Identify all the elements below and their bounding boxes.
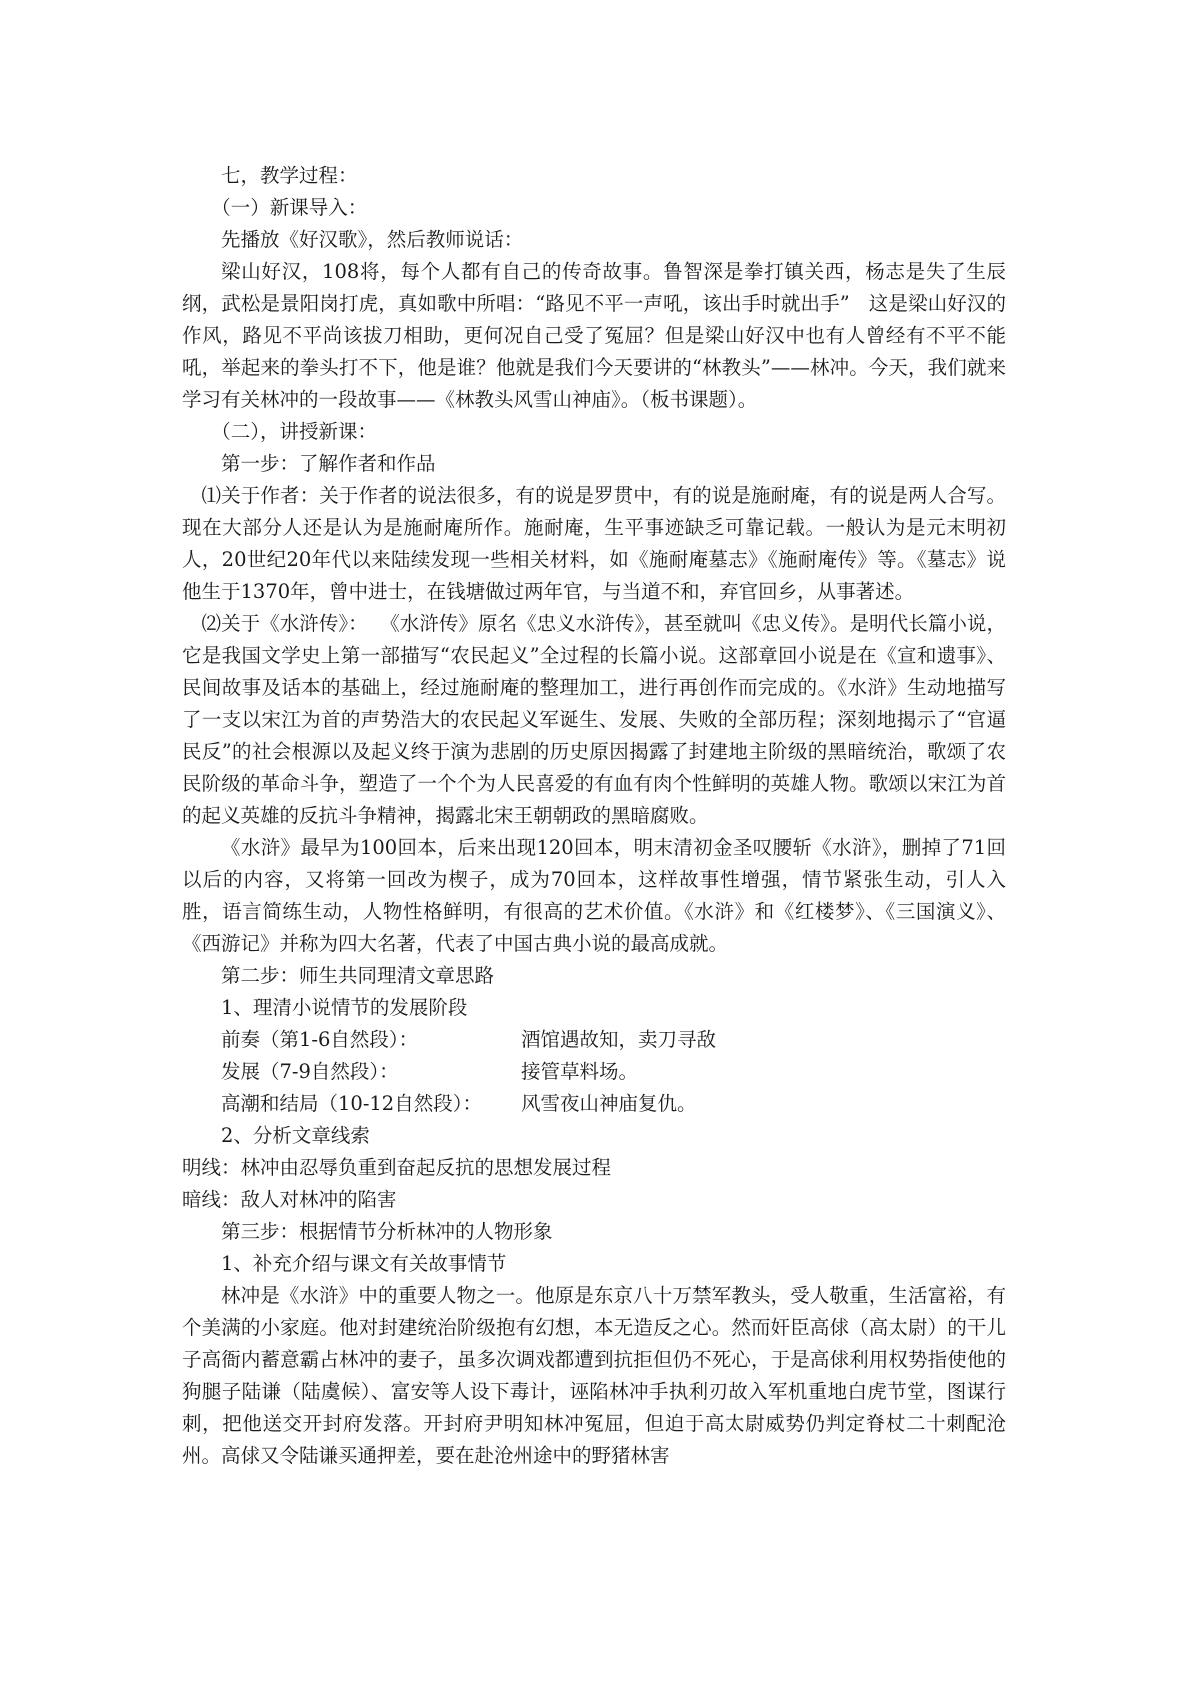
sub3-heading: 1、补充介绍与课文有关故事情节 [221,1252,507,1275]
plot-stage-detail: 酒馆遇故知，卖刀寻敌 [521,1028,717,1051]
step1-heading: 第一步：了解作者和作品 [221,452,436,475]
part1-heading: （一）新课导入： [211,196,368,219]
sub2-heading: 2、分析文章线索 [221,1124,370,1147]
intro-line: 先播放《好汉歌》，然后教师说话： [221,228,524,251]
part2-heading: （二），讲授新课： [211,420,378,443]
plot-stage-name: 前奏（第1-6自然段）： [221,1028,419,1051]
document-body [182,160,1006,1472]
clue-dark-line: 暗线：敌人对林冲的陷害 [182,1188,397,1211]
plot-stage-name: 高潮和结局（10-12自然段）： [221,1092,482,1115]
story-paragraph: 林冲是《水浒》中的重要人物之一。他原是东京八十万禁军教头，受人敬重，生活富裕，有个美满的小家庭。他对封建统治阶级抱有幻想，本无造反之心。然而奸臣高俅（高太尉）的干儿子高衙内蓄意霸占林冲的妻子，虽多次调戏都遭到抗拒但仍不死心，于是高俅利用权势指使他的狗腿子陆谦（陆虞候）、富安等人设下毒计，诬陷林冲手执利刃故入军机重地白虎节堂，图谋行刺，把他送交开封府发落。开封府尹明知林冲冤屈，但迫于高太尉威势仍判定脊杖二十刺配沧州。高俅又令陆谦买通押差，要在赴沧州途中的野猪林害 [182,1284,1006,1467]
plot-stage-row [182,1056,1006,1088]
plot-stage-name: 发展（7-9自然段）： [221,1060,399,1083]
sub1-heading: 1、理清小说情节的发展阶段 [221,996,468,1019]
section-heading: 七，教学过程： [221,164,358,187]
plot-stage-detail: 接管草料场。 [521,1060,639,1083]
plot-stage-row [182,1024,1006,1056]
step3-heading: 第三步：根据情节分析林冲的人物形象 [221,1220,553,1243]
step2-heading: 第二步：师生共同理清文章思路 [221,964,495,987]
clue-bright-line: 明线：林冲由忍辱负重到奋起反抗的思想发展过程 [182,1156,612,1179]
plot-stage-detail: 风雪夜山神庙复仇。 [521,1092,697,1115]
author-paragraph: ⑴关于作者：关于作者的说法很多，有的说是罗贯中，有的说是施耐庵，有的说是两人合写。现在大部分人还是认为是施耐庵所作。施耐庵，生平事迹缺乏可靠记载。一般认为是元末明初人，20世纪20年代以来陆续发现一些相关材料，如《施耐庵墓志》《施耐庵传》等。《墓志》说他生于1370年，曾中进士，在钱塘做过两年官，与当道不和，弃官回乡，从事著述。 [182,484,1006,603]
plot-stage-row [182,1088,1006,1120]
intro-paragraph: 梁山好汉，108将，每个人都有自己的传奇故事。鲁智深是拳打镇关西，杨志是失了生辰纲，武松是景阳岗打虎，真如歌中所唱：“路见不平一声吼，该出手时就出手” 这是梁山好汉的作风，路见不平尚该拔刀相助，更何况自己受了冤屈？但是梁山好汉中也有人曾经有不平不能吼，举起来的拳头打不下，他是谁？他就是我们今天要讲的“林教头”——林冲。今天，我们就来学习有关林冲的一段故事——《林教头风雪山神庙》。（板书课题）。 [182,260,1006,411]
work-paragraph: ⑵关于《水浒传》： 《水浒传》原名《忠义水浒传》，甚至就叫《忠义传》。是明代长篇小说，它是我国文学史上第一部描写“农民起义”全过程的长篇小说。这部章回小说是在《宣和遗事》、民间故事及话本的基础上，经过施耐庵的整理加工，进行再创作而完成的。《水浒》生动地描写了一支以宋江为首的声势浩大的农民起义军诞生、发展、失败的全部历程；深刻地揭示了“官逼民反”的社会根源以及起义终于演为悲剧的历史原因揭露了封建地主阶级的黑暗统治，歌颂了农民阶级的革命斗争，塑造了一个个为人民喜爱的有血有肉个性鲜明的英雄人物。歌颂以宋江为首的起义英雄的反抗斗争精神，揭露北宋王朝朝政的黑暗腐败。 [182,612,1006,827]
versions-paragraph: 《水浒》最早为100回本，后来出现120回本，明末清初金圣叹腰斩《水浒》，删掉了71回以后的内容，又将第一回改为楔子，成为70回本，这样故事性增强，情节紧张生动，引人入胜，语言简练生动，人物性格鲜明，有很高的艺术价值。《水浒》和《红楼梦》、《三国演义》、《西游记》并称为四大名著，代表了中国古典小说的最高成就。 [182,836,1006,955]
